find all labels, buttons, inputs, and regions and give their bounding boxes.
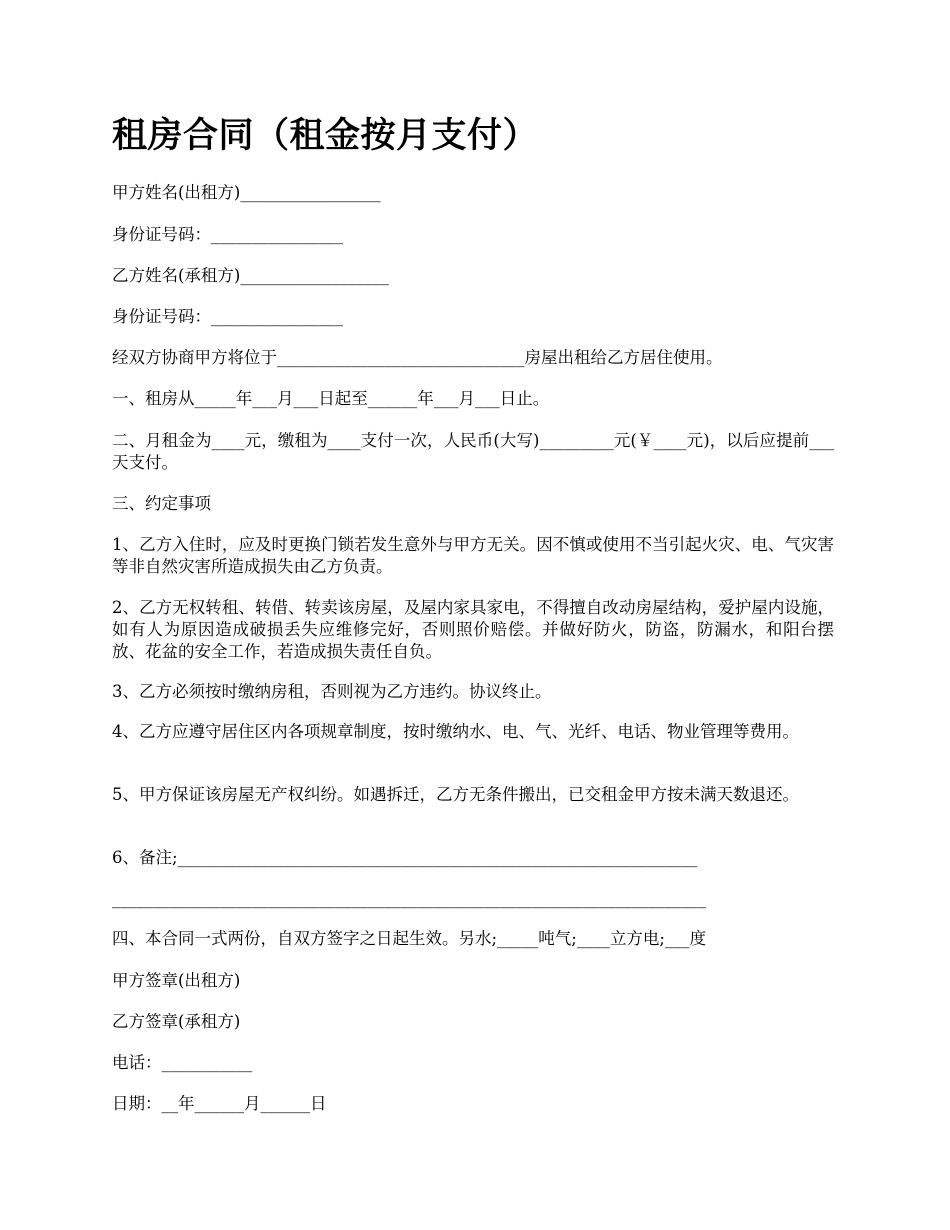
effective-clause: 四、本合同一式两份，自双方签字之日起生效。另水;_____吨气;____立方电;___度	[112, 929, 707, 948]
property-location-line: 经双方协商甲方将位于______________________________房屋出租给乙方居住使用。	[112, 348, 723, 367]
tenant-id-line: 身份证号码：________________	[112, 307, 343, 326]
agreed-items-heading: 三、约定事项	[112, 494, 211, 513]
document-title: 租房合同（租金按月支付）	[112, 116, 539, 156]
remarks-continuation-line: ________________________________________________________________________	[112, 889, 706, 908]
tenant-signature-line: 乙方签章(承租方)	[112, 1012, 241, 1031]
landlord-signature-line: 甲方签章(出租方)	[112, 971, 241, 990]
clause-4: 4、乙方应遵守居住区内各项规章制度，按时缴纳水、电、气、光纤、电话、物业管理等费用。	[112, 722, 799, 741]
landlord-id-line: 身份证号码：________________	[112, 225, 343, 244]
clause-1: 1、乙方入住时，应及时更换门锁若发生意外与甲方无关。因不慎或使用不当引起火灾、电、气灾害等非自然灾害所造成损失由乙方负责。	[112, 535, 834, 576]
rent-clause: 二、月租金为____元，缴租为____支付一次，人民币(大写)_________元(￥____元)，以后应提前___天支付。	[112, 431, 834, 472]
phone-line: 电话：___________	[112, 1053, 253, 1072]
date-line: 日期：__年______月______日	[112, 1094, 327, 1113]
clause-2: 2、乙方无权转租、转借、转卖该房屋，及屋内家具家电，不得擅自改动房屋结构，爱护屋内设施，如有人为原因造成破损丢失应维修完好，否则照价赔偿。并做好防火，防盗，防漏水，和阳台摆放、花盆的安全工作，若造成损失责任自负。	[112, 598, 834, 661]
clause-5: 5、甲方保证该房屋无产权纠纷。如遇拆迁，乙方无条件搬出，已交租金甲方按未满天数退还。	[112, 785, 799, 804]
remarks-line: 6、备注;_______________________________________________________________	[112, 848, 698, 867]
clause-3: 3、乙方必须按时缴纳房租，否则视为乙方违约。协议终止。	[112, 682, 552, 701]
tenant-name-line: 乙方姓名(承租方)__________________	[112, 266, 389, 285]
lease-term-clause: 一、租房从_____年___月___日起至______年___月___日止。	[112, 389, 550, 408]
landlord-name-line: 甲方姓名(出租方)_________________	[112, 183, 381, 202]
